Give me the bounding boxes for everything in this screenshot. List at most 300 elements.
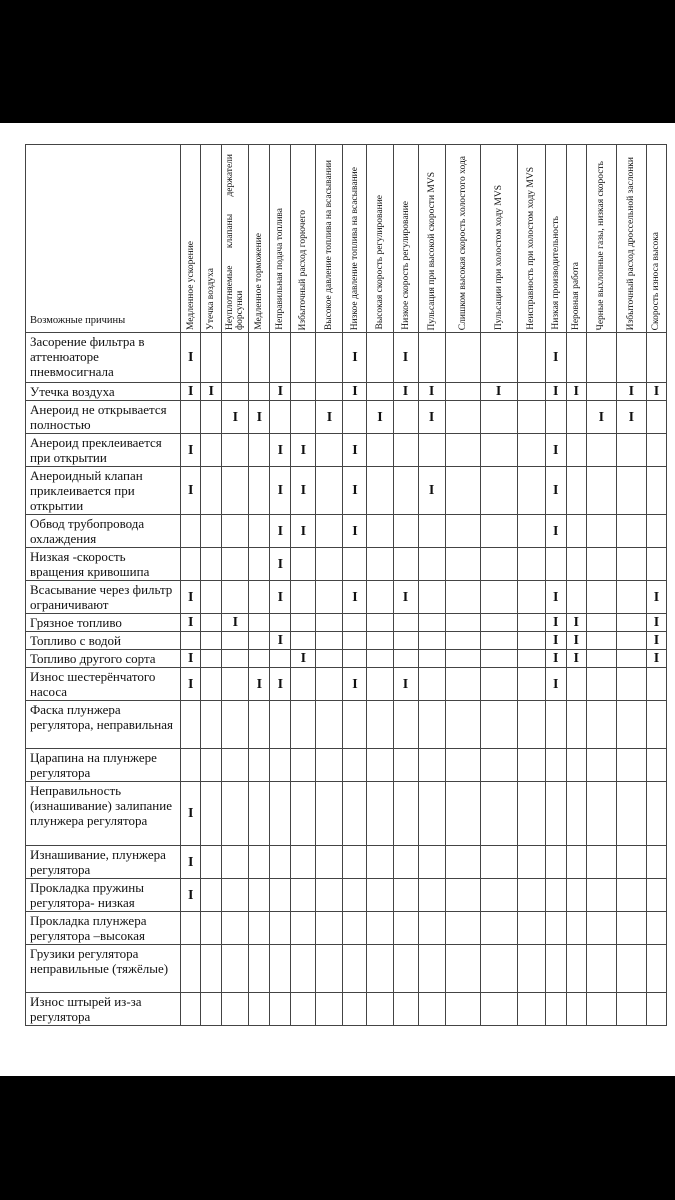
mark-cell <box>646 879 666 912</box>
mark-cell <box>201 782 222 846</box>
mark-cell <box>566 515 586 548</box>
mark-cell <box>343 846 367 879</box>
mark-cell: I <box>343 467 367 515</box>
symptom-column-header <box>291 145 316 333</box>
mark-cell <box>480 945 517 993</box>
mark-cell <box>222 782 249 846</box>
mark-cell: I <box>270 515 291 548</box>
mark-cell <box>418 912 445 945</box>
mark-cell <box>586 912 616 945</box>
cause-cell: Анероидный клапан приклеивается при открытии <box>26 467 181 515</box>
cause-cell: Неправильность (изнашивание) залипание плунжера регулятора <box>26 782 181 846</box>
mark-cell <box>367 434 393 467</box>
mark-cell <box>249 749 270 782</box>
mark-cell <box>343 548 367 581</box>
mark-cell <box>249 632 270 650</box>
mark-cell <box>343 650 367 668</box>
mark-cell: I <box>181 383 201 401</box>
mark-cell <box>367 333 393 383</box>
mark-cell <box>646 467 666 515</box>
mark-cell: I <box>646 632 666 650</box>
cause-cell: Обвод трубопровода охлаждения <box>26 515 181 548</box>
mark-cell: I <box>545 614 566 632</box>
mark-cell: I <box>393 383 418 401</box>
symptom-column-header <box>201 145 222 333</box>
mark-cell <box>222 434 249 467</box>
mark-cell <box>316 668 343 701</box>
table-row <box>26 614 667 632</box>
mark-cell <box>616 912 646 945</box>
mark-cell <box>480 581 517 614</box>
mark-cell <box>222 581 249 614</box>
mark-cell <box>181 515 201 548</box>
mark-cell <box>445 782 480 846</box>
mark-cell <box>480 749 517 782</box>
mark-cell <box>201 333 222 383</box>
symptom-label: Избыточный расход горючего <box>298 209 309 330</box>
mark-cell <box>480 912 517 945</box>
mark-cell <box>249 782 270 846</box>
table-row <box>26 434 667 467</box>
mark-cell <box>343 401 367 434</box>
mark-cell <box>545 701 566 749</box>
mark-cell <box>517 945 545 993</box>
mark-cell <box>445 846 480 879</box>
mark-cell <box>367 383 393 401</box>
mark-cell <box>646 749 666 782</box>
mark-cell <box>480 701 517 749</box>
mark-cell <box>367 632 393 650</box>
mark-cell <box>201 581 222 614</box>
mark-cell <box>222 701 249 749</box>
mark-cell: I <box>270 383 291 401</box>
mark-cell <box>291 581 316 614</box>
mark-cell <box>586 993 616 1026</box>
mark-cell <box>418 581 445 614</box>
mark-cell <box>566 993 586 1026</box>
mark-cell <box>480 434 517 467</box>
mark-cell <box>586 548 616 581</box>
mark-cell: I <box>393 581 418 614</box>
mark-cell: I <box>181 846 201 879</box>
mark-cell <box>445 614 480 632</box>
mark-cell <box>201 614 222 632</box>
symptom-column-header <box>316 145 343 333</box>
mark-cell <box>343 749 367 782</box>
mark-cell <box>249 993 270 1026</box>
symptom-column-header <box>616 145 646 333</box>
mark-cell <box>480 614 517 632</box>
table-row <box>26 632 667 650</box>
mark-cell <box>367 846 393 879</box>
mark-cell: I <box>646 383 666 401</box>
mark-cell <box>367 614 393 632</box>
mark-cell <box>316 467 343 515</box>
cause-cell: Прокладка пружины регулятора- низкая <box>26 879 181 912</box>
mark-cell <box>291 383 316 401</box>
mark-cell <box>201 879 222 912</box>
mark-cell <box>545 782 566 846</box>
mark-cell <box>418 614 445 632</box>
mark-cell <box>418 333 445 383</box>
mark-cell <box>616 467 646 515</box>
mark-cell <box>480 668 517 701</box>
mark-cell <box>367 749 393 782</box>
mark-cell <box>270 701 291 749</box>
document-page <box>0 123 675 1076</box>
mark-cell: I <box>480 383 517 401</box>
mark-cell: I <box>545 668 566 701</box>
mark-cell <box>181 401 201 434</box>
symptom-label: Низкое скорость регулирование <box>400 201 411 330</box>
mark-cell <box>445 668 480 701</box>
mark-cell <box>343 701 367 749</box>
mark-cell: I <box>291 467 316 515</box>
mark-cell: I <box>646 614 666 632</box>
mark-cell <box>222 945 249 993</box>
mark-cell <box>445 333 480 383</box>
mark-cell <box>291 614 316 632</box>
mark-cell <box>393 945 418 993</box>
mark-cell <box>418 993 445 1026</box>
symptom-label: Черные выхлопные газы, низкая скорость <box>596 160 607 330</box>
table-row <box>26 782 667 846</box>
mark-cell <box>393 782 418 846</box>
mark-cell <box>316 548 343 581</box>
mark-cell <box>270 614 291 632</box>
mark-cell <box>291 333 316 383</box>
mark-cell <box>367 879 393 912</box>
mark-cell <box>616 650 646 668</box>
symptom-column-header <box>445 145 480 333</box>
mark-cell <box>222 383 249 401</box>
mark-cell <box>181 632 201 650</box>
mark-cell: I <box>181 467 201 515</box>
mark-cell <box>566 333 586 383</box>
mark-cell <box>545 846 566 879</box>
mark-cell <box>445 434 480 467</box>
mark-cell <box>291 879 316 912</box>
mark-cell <box>201 548 222 581</box>
mark-cell <box>270 333 291 383</box>
mark-cell <box>343 782 367 846</box>
mark-cell <box>445 945 480 993</box>
table-row <box>26 749 667 782</box>
mark-cell: I <box>270 581 291 614</box>
mark-cell: I <box>545 467 566 515</box>
mark-cell <box>480 333 517 383</box>
mark-cell <box>270 993 291 1026</box>
mark-cell <box>616 581 646 614</box>
mark-cell <box>646 993 666 1026</box>
mark-cell: I <box>181 333 201 383</box>
mark-cell: I <box>181 614 201 632</box>
mark-cell <box>270 945 291 993</box>
symptom-column-header <box>545 145 566 333</box>
cause-cell: Утечка воздуха <box>26 383 181 401</box>
symptom-column-header <box>249 145 270 333</box>
mark-cell: I <box>270 467 291 515</box>
mark-cell <box>270 401 291 434</box>
mark-cell <box>316 434 343 467</box>
mark-cell <box>201 701 222 749</box>
mark-cell <box>566 668 586 701</box>
mark-cell: I <box>181 782 201 846</box>
mark-cell <box>316 515 343 548</box>
mark-cell <box>517 333 545 383</box>
mark-cell <box>586 749 616 782</box>
mark-cell <box>480 467 517 515</box>
mark-cell <box>367 515 393 548</box>
mark-cell <box>393 401 418 434</box>
mark-cell: I <box>343 434 367 467</box>
symptom-label: Скорость износа высока <box>651 231 662 330</box>
mark-cell: I <box>616 401 646 434</box>
mark-cell <box>517 548 545 581</box>
mark-cell <box>646 401 666 434</box>
symptom-column-header <box>566 145 586 333</box>
mark-cell <box>517 912 545 945</box>
mark-cell: I <box>343 333 367 383</box>
symptom-label: Неисправность при холостом ходу MVS <box>526 167 537 330</box>
mark-cell <box>291 846 316 879</box>
mark-cell: I <box>222 614 249 632</box>
mark-cell <box>316 701 343 749</box>
mark-cell <box>586 434 616 467</box>
mark-cell <box>181 548 201 581</box>
mark-cell <box>545 749 566 782</box>
mark-cell <box>480 993 517 1026</box>
mark-cell <box>480 650 517 668</box>
mark-cell <box>222 912 249 945</box>
mark-cell <box>545 945 566 993</box>
mark-cell <box>181 749 201 782</box>
mark-cell <box>646 333 666 383</box>
mark-cell <box>343 945 367 993</box>
mark-cell <box>418 668 445 701</box>
mark-cell <box>646 782 666 846</box>
mark-cell <box>181 701 201 749</box>
mark-cell <box>517 749 545 782</box>
mark-cell <box>222 333 249 383</box>
mark-cell <box>393 749 418 782</box>
mark-cell <box>586 632 616 650</box>
symptom-column-header <box>367 145 393 333</box>
mark-cell <box>586 945 616 993</box>
mark-cell <box>480 879 517 912</box>
mark-cell <box>616 749 646 782</box>
mark-cell <box>566 879 586 912</box>
mark-cell <box>418 548 445 581</box>
mark-cell: I <box>367 401 393 434</box>
mark-cell <box>616 945 646 993</box>
symptom-column-header <box>270 145 291 333</box>
symptom-label: Неровная работа <box>571 261 582 330</box>
mark-cell: I <box>201 383 222 401</box>
symptom-column-header <box>343 145 367 333</box>
mark-cell <box>517 879 545 912</box>
mark-cell: I <box>291 434 316 467</box>
symptom-column-header <box>517 145 545 333</box>
symptom-column-header <box>646 145 666 333</box>
symptom-column-header <box>586 145 616 333</box>
diagnostic-matrix-table <box>25 144 667 1026</box>
mark-cell: I <box>418 401 445 434</box>
symptom-label: Пульсация при высокой скорости MVS <box>426 171 437 330</box>
symptom-label: Низкая производительность <box>550 216 561 330</box>
mark-cell <box>316 993 343 1026</box>
mark-cell <box>445 701 480 749</box>
mark-cell <box>316 879 343 912</box>
mark-cell <box>445 401 480 434</box>
mark-cell <box>249 912 270 945</box>
mark-cell <box>249 434 270 467</box>
mark-cell <box>249 701 270 749</box>
mark-cell <box>367 912 393 945</box>
cause-cell: Фаска плунжера регулятора, неправильная <box>26 701 181 749</box>
mark-cell: I <box>393 333 418 383</box>
mark-cell <box>367 668 393 701</box>
mark-cell <box>418 749 445 782</box>
mark-cell <box>393 650 418 668</box>
mark-cell <box>343 993 367 1026</box>
mark-cell <box>566 467 586 515</box>
cause-cell: Анероид не открывается полностью <box>26 401 181 434</box>
mark-cell <box>291 749 316 782</box>
mark-cell <box>646 515 666 548</box>
mark-cell <box>646 701 666 749</box>
cause-cell: Топливо с водой <box>26 632 181 650</box>
mark-cell <box>316 614 343 632</box>
mark-cell <box>616 668 646 701</box>
mark-cell: I <box>181 668 201 701</box>
mark-cell <box>343 912 367 945</box>
mark-cell: I <box>316 401 343 434</box>
symptom-label: Низкое давление топлива на всасывание <box>349 166 360 330</box>
table-row <box>26 515 667 548</box>
mark-cell <box>291 993 316 1026</box>
mark-cell: I <box>586 401 616 434</box>
mark-cell <box>616 701 646 749</box>
mark-cell <box>566 846 586 879</box>
mark-cell <box>316 912 343 945</box>
cause-cell: Анероид преклеивается при открытии <box>26 434 181 467</box>
mark-cell <box>222 993 249 1026</box>
mark-cell <box>566 912 586 945</box>
cause-cell: Засорение фильтра в аттенюаторе пневмосигнала <box>26 333 181 383</box>
mark-cell <box>201 912 222 945</box>
symptom-label: Медленное ускорение <box>185 240 196 330</box>
mark-cell <box>201 515 222 548</box>
mark-cell <box>445 650 480 668</box>
mark-cell <box>393 701 418 749</box>
mark-cell <box>616 782 646 846</box>
mark-cell <box>480 515 517 548</box>
mark-cell: I <box>646 581 666 614</box>
mark-cell <box>291 668 316 701</box>
mark-cell: I <box>222 401 249 434</box>
cause-cell: Прокладка плунжера регулятора –высокая <box>26 912 181 945</box>
table-row <box>26 650 667 668</box>
mark-cell <box>343 632 367 650</box>
mark-cell <box>316 846 343 879</box>
mark-cell: I <box>270 434 291 467</box>
mark-cell <box>566 581 586 614</box>
mark-cell <box>646 912 666 945</box>
symptom-label: Утечка воздуха <box>206 268 217 330</box>
symptom-column-header <box>393 145 418 333</box>
mark-cell <box>316 782 343 846</box>
mark-cell <box>616 993 646 1026</box>
table-row <box>26 401 667 434</box>
mark-cell: I <box>181 650 201 668</box>
mark-cell: I <box>270 548 291 581</box>
mark-cell <box>393 846 418 879</box>
cause-cell: Грязное топливо <box>26 614 181 632</box>
mark-cell <box>418 650 445 668</box>
mark-cell <box>201 650 222 668</box>
mark-cell: I <box>566 650 586 668</box>
mark-cell <box>445 993 480 1026</box>
symptom-column-header <box>222 145 249 333</box>
mark-cell <box>201 668 222 701</box>
mark-cell <box>222 515 249 548</box>
symptom-column-header <box>480 145 517 333</box>
mark-cell: I <box>270 632 291 650</box>
mark-cell <box>222 668 249 701</box>
symptom-label: Пульсации при холостом ходу MVS <box>493 184 504 330</box>
mark-cell <box>445 467 480 515</box>
mark-cell: I <box>249 401 270 434</box>
symptom-label: Неправильная подача топлива <box>275 208 286 330</box>
mark-cell <box>480 632 517 650</box>
mark-cell <box>181 993 201 1026</box>
symptom-label: Неуплотняемые клапаны держатели форсунки <box>225 154 246 330</box>
mark-cell <box>517 581 545 614</box>
mark-cell <box>393 614 418 632</box>
symptom-label: Избыточный расход дроссельной заслонки <box>626 156 637 330</box>
mark-cell <box>616 548 646 581</box>
mark-cell <box>316 632 343 650</box>
mark-cell <box>586 333 616 383</box>
table-row <box>26 333 667 383</box>
mark-cell <box>517 467 545 515</box>
mark-cell <box>517 401 545 434</box>
mark-cell <box>249 467 270 515</box>
mark-cell <box>343 614 367 632</box>
mark-cell <box>586 515 616 548</box>
mark-cell <box>367 782 393 846</box>
symptom-column-header <box>418 145 445 333</box>
mark-cell <box>517 701 545 749</box>
symptom-label: Слишком высокая скорость холостого хода <box>457 155 468 330</box>
mark-cell <box>222 632 249 650</box>
mark-cell: I <box>181 879 201 912</box>
mark-cell <box>291 632 316 650</box>
mark-cell <box>566 945 586 993</box>
mark-cell <box>545 879 566 912</box>
mark-cell: I <box>646 650 666 668</box>
mark-cell <box>445 581 480 614</box>
mark-cell <box>646 548 666 581</box>
mark-cell: I <box>270 668 291 701</box>
symptom-column-header <box>181 145 201 333</box>
mark-cell <box>480 548 517 581</box>
mark-cell <box>222 650 249 668</box>
mark-cell <box>393 434 418 467</box>
mark-cell <box>181 912 201 945</box>
mark-cell <box>291 945 316 993</box>
